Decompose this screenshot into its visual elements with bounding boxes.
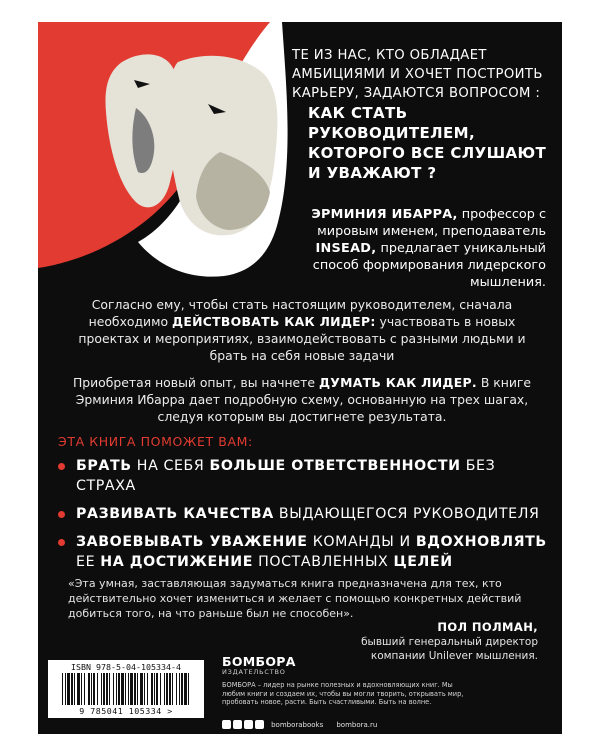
barcode-stripe (128, 673, 129, 705)
publisher-logo: БОМБОРА (222, 654, 296, 669)
barcode-stripe (184, 673, 187, 705)
barcode-stripe (188, 673, 189, 705)
barcode-stripe (125, 673, 126, 705)
bullet-icon (58, 511, 65, 518)
book-back-cover (38, 22, 562, 734)
vk-icon (233, 720, 242, 729)
endorsement-quote: «Эта умная, заставляющая задуматься книга предназначена для тех, кто действительно хочет измениться и желает с помощью конкретных действий добиться того, на что раньше был не способен». (68, 577, 522, 620)
barcode-stripe (160, 673, 161, 705)
barcode-number: 9 785041 105334 > (79, 706, 173, 716)
barcode-stripe (116, 673, 117, 705)
barcode-stripe (147, 673, 148, 705)
barcode-stripe (84, 673, 85, 705)
key-question: КАК СТАТЬ РУКОВОДИТЕЛЕМ, КОТОРОГО ВСЕ СЛУШАЮТ И УВАЖАЮТ ? (308, 104, 547, 182)
benefits-heading: ЭТА КНИГА ПОМОЖЕТ ВАМ: (58, 434, 253, 449)
intro-text: ТЕ ИЗ НАС, КТО ОБЛАДАЕТ АМБИЦИЯМИ И ХОЧЕТ ПОСТРОИТЬ КАРЬЕРУ, ЗАДАЮТСЯ ВОПРОСОМ : (292, 48, 543, 101)
barcode-stripe (176, 673, 177, 705)
isbn-label: ISBN 978-5-04-105334-4 (71, 662, 181, 672)
barcode-stripe (166, 673, 168, 705)
barcode-stripe (179, 673, 180, 705)
body-text (58, 296, 546, 425)
instagram-icon (244, 720, 253, 729)
barcode-stripe (130, 673, 133, 705)
barcode-stripe (169, 673, 171, 705)
barcode-stripe (97, 673, 98, 705)
barcode-stripe (67, 673, 70, 705)
barcode-stripe (134, 673, 136, 705)
youtube-icon (255, 720, 264, 729)
barcode-stripe (65, 673, 66, 705)
list-item: БРАТЬ НА СЕБЯ БОЛЬШЕ ОТВЕТСТВЕННОСТИ БЕЗ СТРАХА (58, 456, 558, 496)
barcode-stripe (101, 673, 102, 705)
barcode-stripe (154, 673, 155, 705)
barcode-bars (62, 673, 190, 705)
barcode-stripe (103, 673, 105, 705)
barcode-stripe (71, 673, 73, 705)
barcode-stripe (121, 673, 124, 705)
barcode-stripe (137, 673, 138, 705)
bullet-icon (58, 539, 65, 546)
paragraph-1: Согласно ему, чтобы стать настоящим руководителем, сначала необходимо ДЕЙСТВОВАТЬ КАК ЛИДЕР: участвовать в новых проектах и мероприятиях, взаимодействовать с разными людьми и брать на себя новые задачи (78, 297, 526, 363)
author-name: ЭРМИНИЯ ИБАРРА, (311, 207, 458, 222)
paragraph-2: Приобретая новый опыт, вы начнете ДУМАТЬ КАК ЛИДЕР. В книге Эрминия Ибарра дает подробную схему, основанную на трех шагах, следуя которым вы достигнете результата. (72, 375, 532, 424)
barcode-stripe (144, 673, 145, 705)
endorsement-author: ПОЛ ПОЛМАН, бывший генеральный директор компании Unilever мышления. (361, 620, 538, 662)
barcode-stripe (93, 673, 95, 705)
publisher-subtitle: ИЗДАТЕЛЬСТВО (222, 668, 286, 676)
social-handle[interactable]: bomborabooks (271, 720, 324, 729)
barcode-stripe (118, 673, 120, 705)
author-blurb: ЭРМИНИЯ ИБАРРА, профессор с мировым именем, преподаватель INSEAD, предлагает уникальный способ формирования лидерского мышления. (311, 207, 546, 290)
facebook-icon (222, 720, 231, 729)
barcode-stripe (88, 673, 90, 705)
barcode-stripe (151, 673, 153, 705)
publisher-description: БОМБОРА – лидер на рынке полезных и вдохновляющих книг. Мы любим книги и создаем их, чтобы вы могли творить, открывать мир, пробовать новое, расти. Быть счастливыми. Быть на волне. (222, 681, 464, 706)
barcode-stripe (91, 673, 92, 705)
school-name: INSEAD, (315, 241, 377, 256)
barcode-stripe (164, 673, 165, 705)
social-links (222, 714, 385, 733)
barcode-stripe (181, 673, 183, 705)
barcode-stripe (81, 673, 82, 705)
barcode-stripe (77, 673, 80, 705)
barcode (48, 660, 204, 718)
barcode-stripe (113, 673, 114, 705)
website-link[interactable]: bombora.ru (336, 720, 378, 729)
list-item: РАЗВИВАТЬ КАЧЕСТВА ВЫДАЮЩЕГОСЯ РУКОВОДИТЕЛЯ (58, 504, 558, 524)
barcode-stripe (140, 673, 143, 705)
barcode-stripe (74, 673, 75, 705)
benefits-list (58, 456, 558, 580)
list-item: ЗАВОЕВЫВАТЬ УВАЖЕНИЕ КОМАНДЫ И ВДОХНОВЛЯТЬ ЕЕ НА ДОСТИЖЕНИЕ ПОСТАВЛЕННЫХ ЦЕЛЕЙ (58, 532, 558, 572)
bullet-icon (58, 463, 65, 470)
barcode-stripe (109, 673, 110, 705)
barcode-stripe (106, 673, 108, 705)
barcode-stripe (156, 673, 158, 705)
barcode-stripe (172, 673, 173, 705)
barcode-stripe (62, 673, 63, 705)
